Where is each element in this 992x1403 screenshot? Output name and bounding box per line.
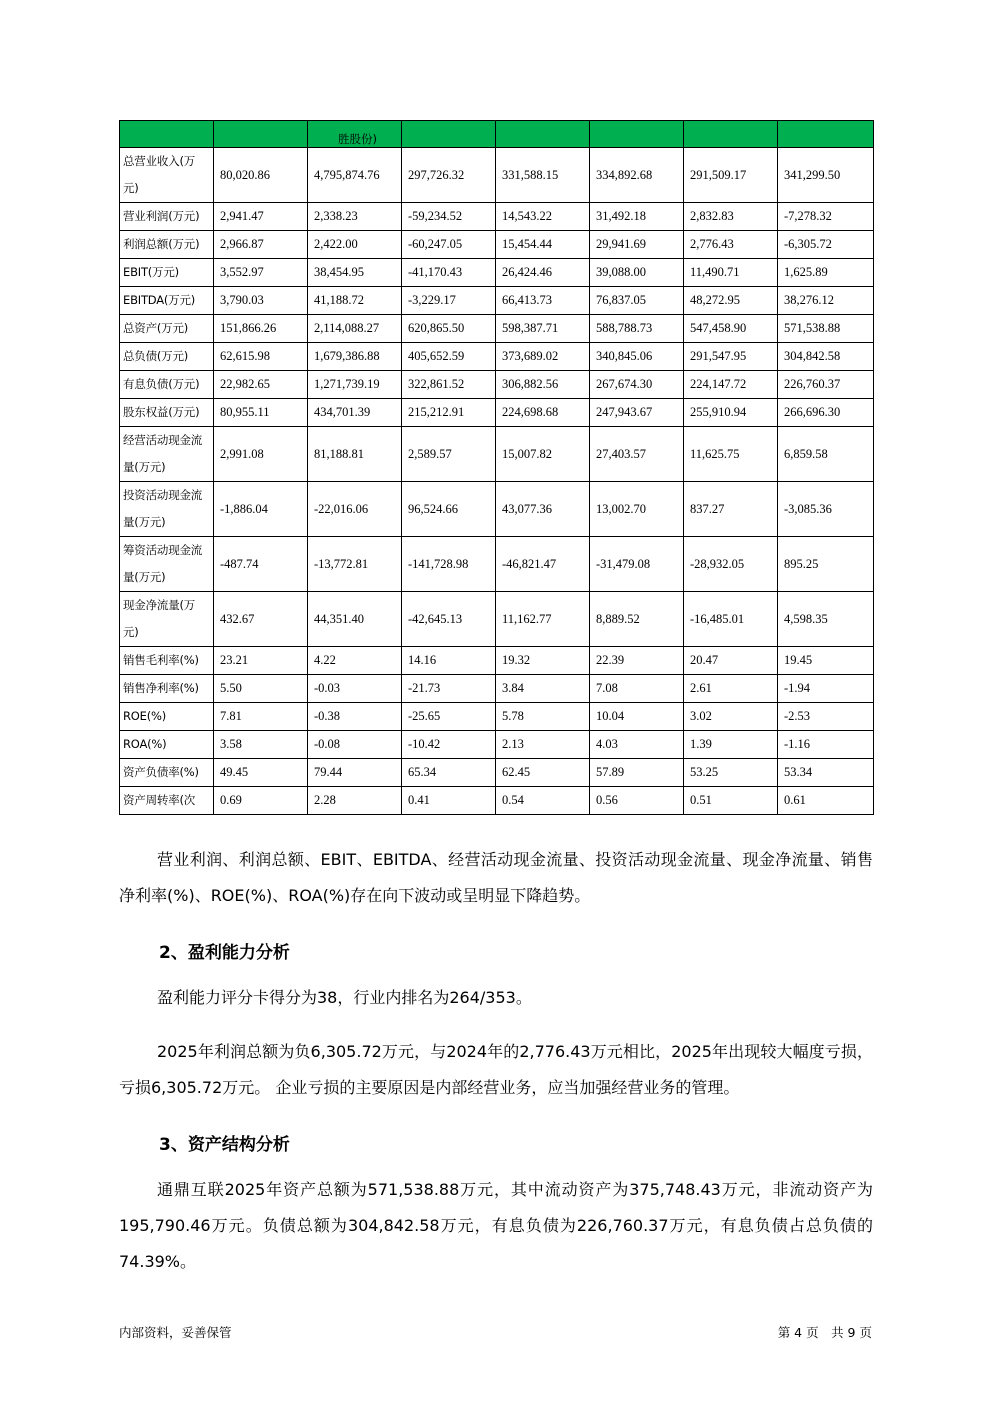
table-cell: 49.45 [214, 759, 308, 787]
table-cell: 291,547.95 [684, 343, 778, 371]
row-label: 现金净流量(万元) [120, 592, 214, 647]
header-cell [214, 121, 308, 148]
table-cell: 2,832.83 [684, 203, 778, 231]
table-cell: 39,088.00 [590, 259, 684, 287]
table-cell: 19.45 [778, 647, 874, 675]
table-row [120, 371, 874, 399]
table-cell: -16,485.01 [684, 592, 778, 647]
table-cell: 11,625.75 [684, 427, 778, 482]
table-cell: -1.94 [778, 675, 874, 703]
table-cell: 2,776.43 [684, 231, 778, 259]
table-row [120, 399, 874, 427]
table-cell: 96,524.66 [402, 482, 496, 537]
table-cell: 8,889.52 [590, 592, 684, 647]
table-cell: 66,413.73 [496, 287, 590, 315]
table-cell: -22,016.06 [308, 482, 402, 537]
table-cell: 0.41 [402, 787, 496, 815]
row-label: EBITDA(万元) [120, 287, 214, 315]
row-label: 销售净利率(%) [120, 675, 214, 703]
asset-paragraph: 通鼎互联2025年资产总额为571,538.88万元，其中流动资产为375,748.43万元，非流动资产为195,790.46万元。负债总额为304,842.58万元，有息负债为226,760.37万元，有息负债占总负债的74.39%。 [119, 1180, 873, 1271]
table-cell: 297,726.32 [402, 148, 496, 203]
table-cell: -2.53 [778, 703, 874, 731]
table-cell: 3,552.97 [214, 259, 308, 287]
row-label: 投资活动现金流量(万元) [120, 482, 214, 537]
table-cell: 2,941.47 [214, 203, 308, 231]
header-cell [402, 121, 496, 148]
table-cell: 7.81 [214, 703, 308, 731]
profit-paragraph: 2025年利润总额为负6,305.72万元，与2024年的2,776.43万元相比，2025年出现较大幅度亏损，亏损6,305.72万元。 企业亏损的主要原因是内部经营业务，应当加强经营业务的管理。 [119, 1042, 873, 1097]
table-cell: 48,272.95 [684, 287, 778, 315]
table-row [120, 427, 874, 482]
row-label: 有息负债(万元) [120, 371, 214, 399]
table-cell: 65.34 [402, 759, 496, 787]
table-cell: -31,479.08 [590, 537, 684, 592]
trend-paragraph: 营业利润、利润总额、EBIT、EBITDA、经营活动现金流量、投资活动现金流量、现金净流量、销售净利率(%)、ROE(%)、ROA(%)存在向下波动或呈明显下降趋势。 [119, 850, 873, 905]
table-cell: 0.56 [590, 787, 684, 815]
row-label: 股东权益(万元) [120, 399, 214, 427]
header-cell [496, 121, 590, 148]
table-cell: 2,966.87 [214, 231, 308, 259]
table-row [120, 231, 874, 259]
table-cell: 79.44 [308, 759, 402, 787]
table-cell: 14.16 [402, 647, 496, 675]
table-cell: 3.58 [214, 731, 308, 759]
table-cell: -3,229.17 [402, 287, 496, 315]
table-cell: 405,652.59 [402, 343, 496, 371]
table-cell: 1,679,386.88 [308, 343, 402, 371]
table-row [120, 592, 874, 647]
table-cell: 26,424.46 [496, 259, 590, 287]
table-cell: 53.25 [684, 759, 778, 787]
table-cell: 255,910.94 [684, 399, 778, 427]
table-cell: 331,588.15 [496, 148, 590, 203]
table-cell: -0.38 [308, 703, 402, 731]
header-cell [120, 121, 214, 148]
table-row [120, 731, 874, 759]
row-label: 总营业收入(万元) [120, 148, 214, 203]
table-cell: 434,701.39 [308, 399, 402, 427]
table-row [120, 315, 874, 343]
section-heading-profitability: 2、盈利能力分析 [159, 943, 290, 963]
table-row [120, 343, 874, 371]
table-cell: 80,020.86 [214, 148, 308, 203]
table-cell: 620,865.50 [402, 315, 496, 343]
table-cell: 837.27 [684, 482, 778, 537]
table-cell: 11,490.71 [684, 259, 778, 287]
table-cell: 224,147.72 [684, 371, 778, 399]
table-cell: 3,790.03 [214, 287, 308, 315]
table-cell: 38,276.12 [778, 287, 874, 315]
table-cell: 247,943.67 [590, 399, 684, 427]
table-cell: -3,085.36 [778, 482, 874, 537]
table-cell: 340,845.06 [590, 343, 684, 371]
row-label: 总资产(万元) [120, 315, 214, 343]
table-cell: 4.22 [308, 647, 402, 675]
row-label: EBIT(万元) [120, 259, 214, 287]
table-row [120, 647, 874, 675]
table-cell: -487.74 [214, 537, 308, 592]
row-label: 销售毛利率(%) [120, 647, 214, 675]
table-cell: 19.32 [496, 647, 590, 675]
table-cell: 15,007.82 [496, 427, 590, 482]
table-cell: 31,492.18 [590, 203, 684, 231]
table-cell: -13,772.81 [308, 537, 402, 592]
table-cell: 27,403.57 [590, 427, 684, 482]
table-cell: 895.25 [778, 537, 874, 592]
table-cell: 7.08 [590, 675, 684, 703]
table-row [120, 148, 874, 203]
table-cell: -6,305.72 [778, 231, 874, 259]
table-cell: -7,278.32 [778, 203, 874, 231]
table-cell: -21.73 [402, 675, 496, 703]
table-cell: 38,454.95 [308, 259, 402, 287]
table-cell: -141,728.98 [402, 537, 496, 592]
row-label: 营业利润(万元) [120, 203, 214, 231]
table-cell: 267,674.30 [590, 371, 684, 399]
table-cell: 23.21 [214, 647, 308, 675]
table-cell: -1,886.04 [214, 482, 308, 537]
row-label: 利润总额(万元) [120, 231, 214, 259]
table-cell: 571,538.88 [778, 315, 874, 343]
row-label: 经营活动现金流量(万元) [120, 427, 214, 482]
table-cell: 43,077.36 [496, 482, 590, 537]
table-cell: 6,859.58 [778, 427, 874, 482]
table-cell: 2,589.57 [402, 427, 496, 482]
table-cell: 334,892.68 [590, 148, 684, 203]
table-row [120, 759, 874, 787]
table-cell: -59,234.52 [402, 203, 496, 231]
header-cell: 胜股份) [308, 121, 402, 148]
table-row [120, 287, 874, 315]
table-cell: 1,271,739.19 [308, 371, 402, 399]
table-cell: 304,842.58 [778, 343, 874, 371]
row-label: 资产周转率(次 [120, 787, 214, 815]
row-label: ROE(%) [120, 703, 214, 731]
table-cell: 291,509.17 [684, 148, 778, 203]
table-cell: 62,615.98 [214, 343, 308, 371]
table-cell: 15,454.44 [496, 231, 590, 259]
table-cell: -28,932.05 [684, 537, 778, 592]
table-cell: 10.04 [590, 703, 684, 731]
table-row [120, 482, 874, 537]
table-cell: 57.89 [590, 759, 684, 787]
table-cell: 5.78 [496, 703, 590, 731]
table-cell: -10.42 [402, 731, 496, 759]
table-row [120, 203, 874, 231]
table-cell: 322,861.52 [402, 371, 496, 399]
header-cell [684, 121, 778, 148]
table-cell: 215,212.91 [402, 399, 496, 427]
table-cell: 432.67 [214, 592, 308, 647]
table-cell: 0.61 [778, 787, 874, 815]
table-cell: -0.08 [308, 731, 402, 759]
table-cell: 2,338.23 [308, 203, 402, 231]
table-row [120, 675, 874, 703]
footer-confidential-note: 内部资料，妥善保管 [119, 1325, 232, 1340]
row-label: 资产负债率(%) [120, 759, 214, 787]
table-cell: 76,837.05 [590, 287, 684, 315]
table-cell: 2,114,088.27 [308, 315, 402, 343]
table-cell: 2.28 [308, 787, 402, 815]
table-cell: 4,795,874.76 [308, 148, 402, 203]
table-cell: 1,625.89 [778, 259, 874, 287]
table-cell: 373,689.02 [496, 343, 590, 371]
table-header-row [120, 121, 874, 148]
table-cell: 53.34 [778, 759, 874, 787]
table-cell: 0.69 [214, 787, 308, 815]
table-cell: 0.51 [684, 787, 778, 815]
section-heading-asset-structure: 3、资产结构分析 [159, 1135, 290, 1155]
score-paragraph: 盈利能力评分卡得分为38，行业内排名为264/353。 [157, 988, 532, 1007]
header-cell [590, 121, 684, 148]
table-cell: 2,422.00 [308, 231, 402, 259]
table-cell: 13,002.70 [590, 482, 684, 537]
footer-page-number: 第 4 页 共 9 页 [777, 1325, 872, 1340]
table-cell: 14,543.22 [496, 203, 590, 231]
table-cell: 306,882.56 [496, 371, 590, 399]
table-cell: 62.45 [496, 759, 590, 787]
financial-table [119, 120, 874, 815]
table-cell: -1.16 [778, 731, 874, 759]
table-cell: 80,955.11 [214, 399, 308, 427]
table-cell: -60,247.05 [402, 231, 496, 259]
table-cell: 226,760.37 [778, 371, 874, 399]
table-cell: -0.03 [308, 675, 402, 703]
table-cell: 3.02 [684, 703, 778, 731]
table-cell: 151,866.26 [214, 315, 308, 343]
table-cell: 29,941.69 [590, 231, 684, 259]
table-cell: -41,170.43 [402, 259, 496, 287]
table-cell: 2.61 [684, 675, 778, 703]
table-cell: 4,598.35 [778, 592, 874, 647]
row-label: 总负债(万元) [120, 343, 214, 371]
table-cell: 4.03 [590, 731, 684, 759]
table-cell: 588,788.73 [590, 315, 684, 343]
table-cell: 2,991.08 [214, 427, 308, 482]
row-label: ROA(%) [120, 731, 214, 759]
table-cell: 44,351.40 [308, 592, 402, 647]
table-cell: 22.39 [590, 647, 684, 675]
table-cell: -42,645.13 [402, 592, 496, 647]
table-cell: 547,458.90 [684, 315, 778, 343]
table-cell: 81,188.81 [308, 427, 402, 482]
table-cell: 598,387.71 [496, 315, 590, 343]
table-cell: 11,162.77 [496, 592, 590, 647]
table-cell: -46,821.47 [496, 537, 590, 592]
table-cell: 341,299.50 [778, 148, 874, 203]
table-cell: 266,696.30 [778, 399, 874, 427]
table-row [120, 259, 874, 287]
table-row [120, 703, 874, 731]
table-cell: 5.50 [214, 675, 308, 703]
table-cell: 2.13 [496, 731, 590, 759]
table-cell: 22,982.65 [214, 371, 308, 399]
table-cell: 3.84 [496, 675, 590, 703]
table-cell: 41,188.72 [308, 287, 402, 315]
table-cell: 0.54 [496, 787, 590, 815]
table-cell: -25.65 [402, 703, 496, 731]
row-label: 筹资活动现金流量(万元) [120, 537, 214, 592]
table-cell: 224,698.68 [496, 399, 590, 427]
table-row [120, 787, 874, 815]
table-cell: 1.39 [684, 731, 778, 759]
table-cell: 20.47 [684, 647, 778, 675]
table-row [120, 537, 874, 592]
header-cell [778, 121, 874, 148]
